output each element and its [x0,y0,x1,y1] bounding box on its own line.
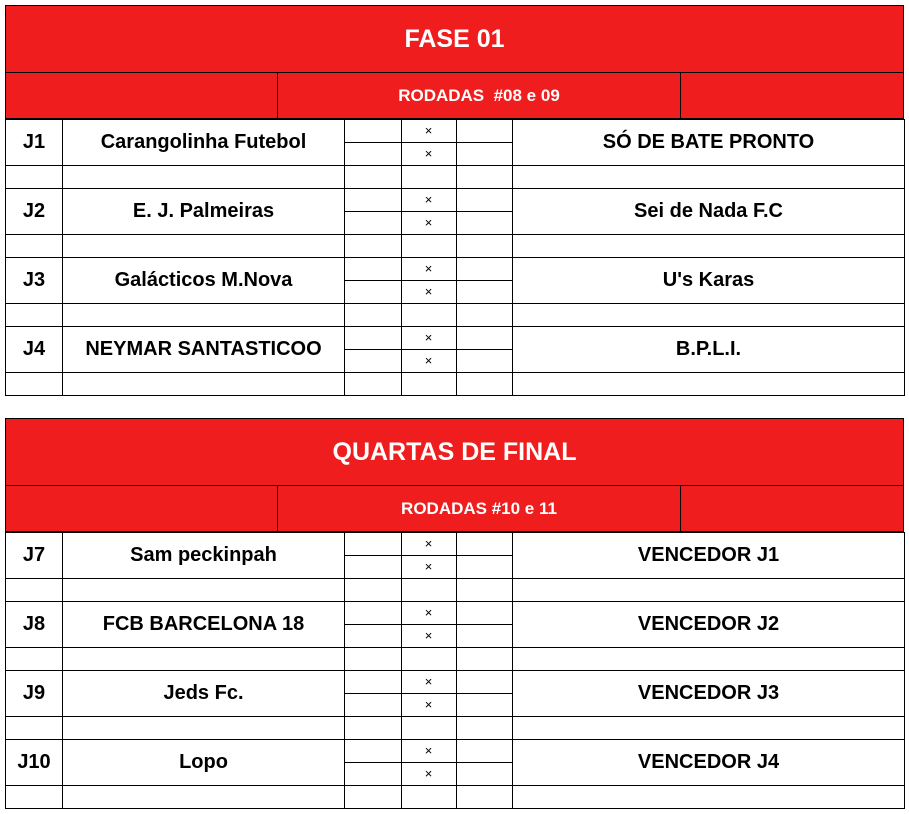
score-cell [344,326,402,350]
away-team: VENCEDOR J4 [512,739,905,786]
score-cell [344,142,402,166]
versus-mark: × [424,628,433,643]
versus-mark: × [424,743,433,758]
score-cell [456,280,513,304]
versus-mark: × [424,766,433,781]
away-team: VENCEDOR J3 [512,670,905,717]
spacer-cell [62,165,345,189]
match-row [5,257,904,326]
spacer-cell [5,303,63,327]
score-cell [344,693,402,717]
section-subtitle: RODADAS #08 e 09 [398,85,560,105]
match-id: J7 [5,532,63,579]
away-team: Sei de Nada F.C [512,188,905,235]
match-row [5,326,904,395]
spacer-cell [62,785,345,809]
section-subtitle: RODADAS #10 e 11 [401,498,557,518]
score-cell [456,326,513,350]
score-cell [344,532,402,556]
match-row [5,188,904,257]
section-fase-01 [5,5,904,395]
versus-mark: × [424,353,433,368]
versus-mark: × [424,146,433,161]
spacer-cell [456,165,513,189]
section-subtitle-band [5,486,904,532]
spacer-cell [344,234,402,258]
home-team: Jeds Fc. [62,670,345,717]
versus-mark: × [424,284,433,299]
score-cell [456,188,513,212]
spacer-cell [344,303,402,327]
score-cell [344,280,402,304]
spacer-cell [512,716,905,740]
versus-mark: × [424,123,433,138]
spacer-cell [456,578,513,602]
score-cell [344,119,402,143]
spacer-cell [456,303,513,327]
spacer-cell [512,785,905,809]
score-cell [456,762,513,786]
spacer-cell [401,785,457,809]
match-row [5,739,904,808]
spacer-cell [62,647,345,671]
score-cell [456,624,513,648]
spacer-cell [5,578,63,602]
home-team: Galácticos M.Nova [62,257,345,304]
section-quartas-de-final [5,418,904,808]
spacer-cell [456,785,513,809]
home-team: Lopo [62,739,345,786]
spacer-cell [401,303,457,327]
away-team: U's Karas [512,257,905,304]
spacer-cell [344,716,402,740]
versus-mark: × [424,261,433,276]
spacer-cell [401,372,457,396]
match-id: J10 [5,739,63,786]
spacer-cell [344,647,402,671]
spacer-cell [5,785,63,809]
away-team: VENCEDOR J2 [512,601,905,648]
spacer-cell [401,647,457,671]
divider [680,486,681,531]
score-cell [344,211,402,235]
versus-mark: × [424,559,433,574]
home-team: Sam peckinpah [62,532,345,579]
home-team: FCB BARCELONA 18 [62,601,345,648]
match-row [5,601,904,670]
score-cell [344,188,402,212]
spacer-cell [62,716,345,740]
score-cell [456,211,513,235]
divider [680,73,681,118]
score-cell [456,601,513,625]
away-team: B.P.L.I. [512,326,905,373]
match-id: J9 [5,670,63,717]
home-team: Carangolinha Futebol [62,119,345,166]
spacer-cell [512,647,905,671]
spacer-cell [344,578,402,602]
spacer-cell [5,647,63,671]
match-id: J1 [5,119,63,166]
section-title: QUARTAS DE FINAL [5,418,904,486]
match-id: J2 [5,188,63,235]
spacer-cell [344,372,402,396]
versus-mark: × [424,192,433,207]
home-team: NEYMAR SANTASTICOO [62,326,345,373]
match-row [5,670,904,739]
score-cell [456,693,513,717]
versus-mark: × [424,536,433,551]
score-cell [344,670,402,694]
versus-mark: × [424,330,433,345]
spacer-cell [62,372,345,396]
spacer-cell [5,165,63,189]
spacer-cell [62,303,345,327]
spacer-cell [62,578,345,602]
score-cell [344,555,402,579]
score-cell [344,762,402,786]
spacer-cell [456,234,513,258]
score-cell [456,257,513,281]
score-cell [456,739,513,763]
score-cell [344,624,402,648]
score-cell [456,555,513,579]
spacer-cell [456,372,513,396]
spacer-cell [512,578,905,602]
spacer-cell [512,303,905,327]
spacer-cell [344,785,402,809]
score-cell [456,670,513,694]
spacer-cell [401,578,457,602]
score-cell [456,532,513,556]
score-cell [344,349,402,373]
spacer-cell [5,716,63,740]
score-cell [344,739,402,763]
score-cell [456,349,513,373]
spacer-cell [512,372,905,396]
spacer-cell [401,716,457,740]
versus-mark: × [424,215,433,230]
spacer-cell [401,165,457,189]
spacer-cell [344,165,402,189]
spacer-cell [62,234,345,258]
spacer-cell [456,647,513,671]
versus-mark: × [424,697,433,712]
spacer-cell [456,716,513,740]
spacer-cell [512,165,905,189]
section-title: FASE 01 [5,5,904,73]
away-team: SÓ DE BATE PRONTO [512,119,905,166]
match-row [5,119,904,188]
match-id: J8 [5,601,63,648]
spacer-cell [5,372,63,396]
spacer-cell [512,234,905,258]
match-id: J3 [5,257,63,304]
home-team: E. J. Palmeiras [62,188,345,235]
section-subtitle-band [5,73,904,119]
spacer-cell [401,234,457,258]
score-cell [344,257,402,281]
match-id: J4 [5,326,63,373]
spacer-cell [5,234,63,258]
score-cell [456,119,513,143]
match-row [5,532,904,601]
versus-mark: × [424,605,433,620]
away-team: VENCEDOR J1 [512,532,905,579]
versus-mark: × [424,674,433,689]
score-cell [456,142,513,166]
score-cell [344,601,402,625]
